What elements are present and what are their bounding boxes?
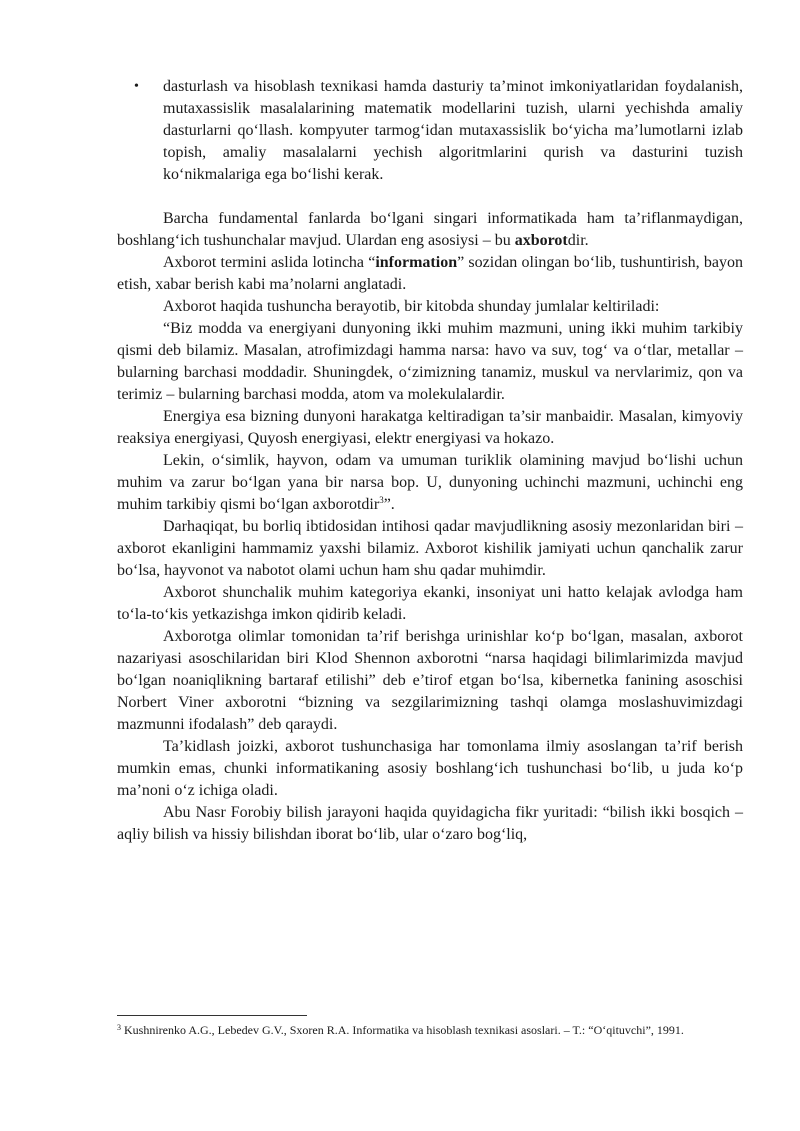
paragraph-2-start: Axborot termini aslida lotincha “ xyxy=(163,254,376,271)
page-content xyxy=(117,76,743,846)
paragraph-4: “Biz modda va energiyani dunyoning ikki muhim mazmuni, uning ikki muhim tarkibiy qismi deb bilamiz. Masalan, atrofimizdagi hamma narsa: havo va suv, tog‘ va o‘tlar, metallar – bularning barchasi moddadir. Shuningdek, o‘zimizning tanamiz, muskul va nervlarimiz, qon va terimiz – bularning barchasi modda, atom va molekulalardir. xyxy=(117,320,743,403)
paragraph-5: Energiya esa bizning dunyoni harakatga keltiradigan ta’sir manbaidir. Masalan, kimyoviy reaksiya energiyasi, Quyosh energiyasi, elektr energiyasi va hokazo. xyxy=(117,408,743,447)
bullet-list-item xyxy=(134,76,743,186)
paragraph-2 xyxy=(117,252,743,296)
paragraph-6-end: ”. xyxy=(383,496,395,513)
paragraph-2-end: ” sozidan olingan bo‘lib, tushuntirish, bayon etish, xabar berish kabi ma’nolarni anglatadi. xyxy=(117,254,743,293)
paragraph-11: Abu Nasr Forobiy bilish jarayoni haqida quyidagicha fikr yuritadi: “bilish ikki bosqich – aqliy bilish va hissiy bilishdan iborat bo‘lib, ular o‘zaro bog‘liq, xyxy=(117,804,743,843)
paragraph-10: Ta’kidlash joizki, axborot tushunchasiga har tomonlama ilmiy asoslangan ta’rif berish mumkin emas, chunki informatikaning asosiy boshlang‘ich tushunchasi bo‘lib, u juda ko‘p ma’noni o‘z ichiga oladi. xyxy=(117,738,743,799)
paragraph-6-text: Lekin, o‘simlik, hayvon, odam va umuman turiklik olamining mavjud bo‘lishi uchun muhim va zarur bo‘lgan yana bir narsa bop. U, dunyoning uchinchi mazmuni, uchinchi eng muhim tarkibiy qismi bo‘lgan axborotdir xyxy=(117,452,743,513)
term-information: information xyxy=(375,254,458,271)
paragraph-1 xyxy=(117,208,743,252)
paragraph-3: Axborot haqida tushuncha berayotib, bir kitobda shunday jumlalar keltiriladi: xyxy=(163,298,660,315)
paragraph-7: Darhaqiqat, bu borliq ibtidosidan intihosi qadar mavjudlikning asosiy mezonlaridan biri – axborot ekanligini hammamiz yaxshi bilamiz. Axborot kishilik jamiyati uchun qanchalik zarur bo‘lsa, hayvonot va nabotot olami uchun ham shu qadar muhimdir. xyxy=(117,518,743,579)
footnote-text: Kushnirenko A.G., Lebedev G.V., Sxoren R.A. Informatika va hisoblash texnikasi asoslari. – T.: “O‘qituvchi”, 1991. xyxy=(121,1023,684,1037)
paragraph-8: Axborot shunchalik muhim kategoriya ekanki, insoniyat uni hatto kelajak avlodga ham to‘la-to‘kis yetkazishga imkon qidirib keladi. xyxy=(117,584,743,623)
term-axborot: axborot xyxy=(514,232,568,249)
footnote-number: 3 xyxy=(117,1023,121,1032)
paragraph-spacer xyxy=(117,186,743,208)
bullet-item-text: dasturlash va hisoblash texnikasi hamda dasturiy ta’minot imkoniyatlaridan foydalanish, mutaxassislik masalalarining matematik modellarini tuzish, ularni yechishda amaliy dasturlarni qo‘llash. kompyuter tarmog‘idan mutaxassislik bo‘yicha ma’lumotlarni izlab topish, amaliy masalalarni yechish algoritmlarini qurish va dasturini tuzish ko‘nikmalariga ega bo‘lishi kerak. xyxy=(163,78,743,183)
footnote-reference[interactable]: 3 xyxy=(379,495,384,505)
paragraph-1-end: dir. xyxy=(567,232,589,249)
paragraph-9: Axborotga olimlar tomonidan ta’rif berishga urinishlar ko‘p bo‘lgan, masalan, axborot nazariyasi asoschilaridan biri Klod Shennon axborotni “narsa haqidagi bilimlarimizda mavjud bo‘lgan noaniqlikning bartaraf etilishi” deb e’tirof etgan bo‘lsa, kibernetka fanining asoschisi Norbert Viner axborotni “bizning va sezgilarimizning tashqi olamga moslashuvimizdagi mazmunni ifodalash” deb qaraydi. xyxy=(117,628,743,733)
paragraph-1-text: Barcha fundamental fanlarda bo‘lgani singari informatikada ham ta’riflanmaydigan, boshlang‘ich tushunchalar mavjud. Ulardan eng asosiysi – bu xyxy=(117,210,743,249)
footnote xyxy=(117,1022,737,1039)
footnote-divider xyxy=(117,1015,307,1016)
bullet-icon: • xyxy=(134,79,139,94)
paragraph-6 xyxy=(117,450,743,516)
